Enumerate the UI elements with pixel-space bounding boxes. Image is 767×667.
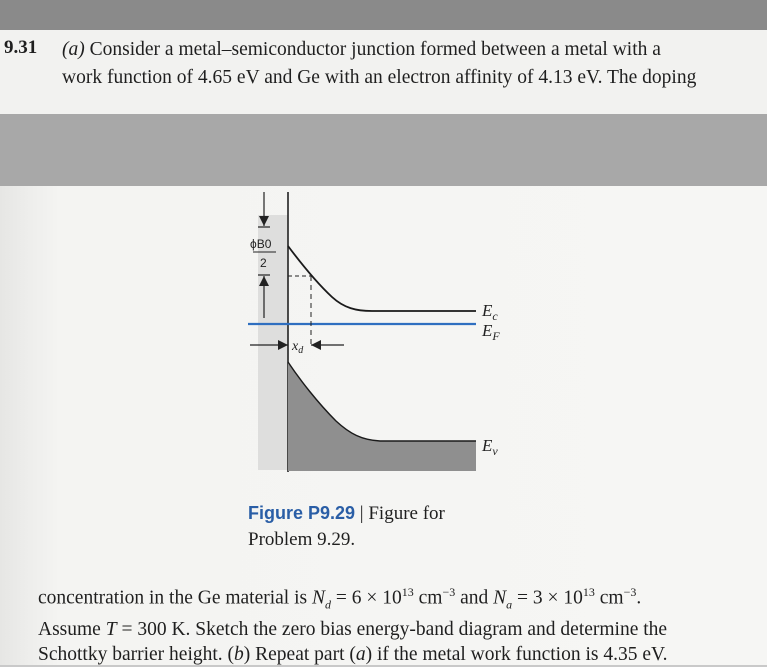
body-l2-a: Assume — [38, 619, 106, 641]
ec-label — [481, 301, 498, 323]
ec-label-main: E — [482, 301, 493, 320]
ev-label-sub: v — [492, 444, 498, 458]
problem-body-text — [38, 580, 667, 667]
nd-sub: d — [325, 597, 331, 612]
temperature-symbol: T — [105, 619, 117, 641]
na-sub: a — [506, 597, 513, 612]
body-l3-c: ) Repeat part ( — [243, 644, 356, 666]
body-l1-c: cm — [413, 587, 443, 609]
body-exp-4: −3 — [623, 585, 637, 599]
caption-line-1 — [248, 500, 445, 527]
ev-label-main: E — [482, 436, 493, 455]
body-l1-a: concentration in the Ge material is — [38, 587, 312, 609]
metal-region-shade — [258, 215, 288, 470]
caption-text-1: Figure for — [368, 503, 445, 524]
problem-line-2: work function of 4.65 eV and Ge with an electron affinity of 4.13 eV. The doping — [62, 67, 697, 88]
part-a-ref: a — [355, 644, 366, 666]
xd-label — [291, 339, 304, 356]
body-l1-g: . — [636, 587, 642, 609]
conduction-band-curve — [288, 246, 476, 311]
xd-label-sub: d — [298, 345, 304, 356]
caption-line-2: Problem 9.29. — [248, 529, 356, 550]
na-symbol: N — [493, 587, 507, 609]
body-l1-e: = 3 × 10 — [512, 587, 583, 609]
figure-caption — [248, 500, 445, 553]
ef-label-sub: F — [492, 329, 500, 343]
body-line-3 — [38, 642, 667, 667]
xd-label-main: x — [292, 339, 299, 354]
body-l1-f: cm — [594, 587, 624, 609]
body-l1-d: and — [455, 587, 494, 609]
ec-label-sub: c — [492, 309, 498, 323]
body-l3-e: ) if the metal work function is 4.35 eV. — [365, 644, 668, 666]
phi-label: ϕB0 — [250, 237, 272, 251]
problem-number: 9.31 — [4, 37, 38, 58]
xd-arrow-right-head — [311, 340, 321, 350]
valence-band-shaded — [288, 362, 476, 471]
caption-figure-label: Figure P9.29 — [248, 503, 356, 523]
ef-label — [481, 321, 500, 343]
body-line-2 — [38, 617, 667, 642]
body-line-1 — [38, 580, 667, 617]
ef-label-main: E — [482, 321, 493, 340]
caption-separator: | — [359, 503, 364, 524]
part-b-label: b — [234, 644, 244, 666]
ev-label — [481, 436, 498, 458]
nd-symbol: N — [311, 587, 325, 609]
part-a-label: (a) — [62, 39, 85, 60]
body-l3-a: Schottky barrier height. ( — [38, 644, 235, 666]
body-exp-3: 13 — [582, 585, 595, 599]
phi-divisor: 2 — [260, 256, 267, 270]
body-exp-1: 13 — [401, 585, 414, 599]
body-l2-b: = 300 K. Sketch the zero bias energy-band diagram and determine the — [116, 619, 668, 641]
body-exp-2: −3 — [442, 585, 456, 599]
body-l1-b: = 6 × 10 — [331, 587, 402, 609]
problem-line-1-text: Consider a metal–semiconductor junction formed between a metal with a — [89, 39, 661, 60]
